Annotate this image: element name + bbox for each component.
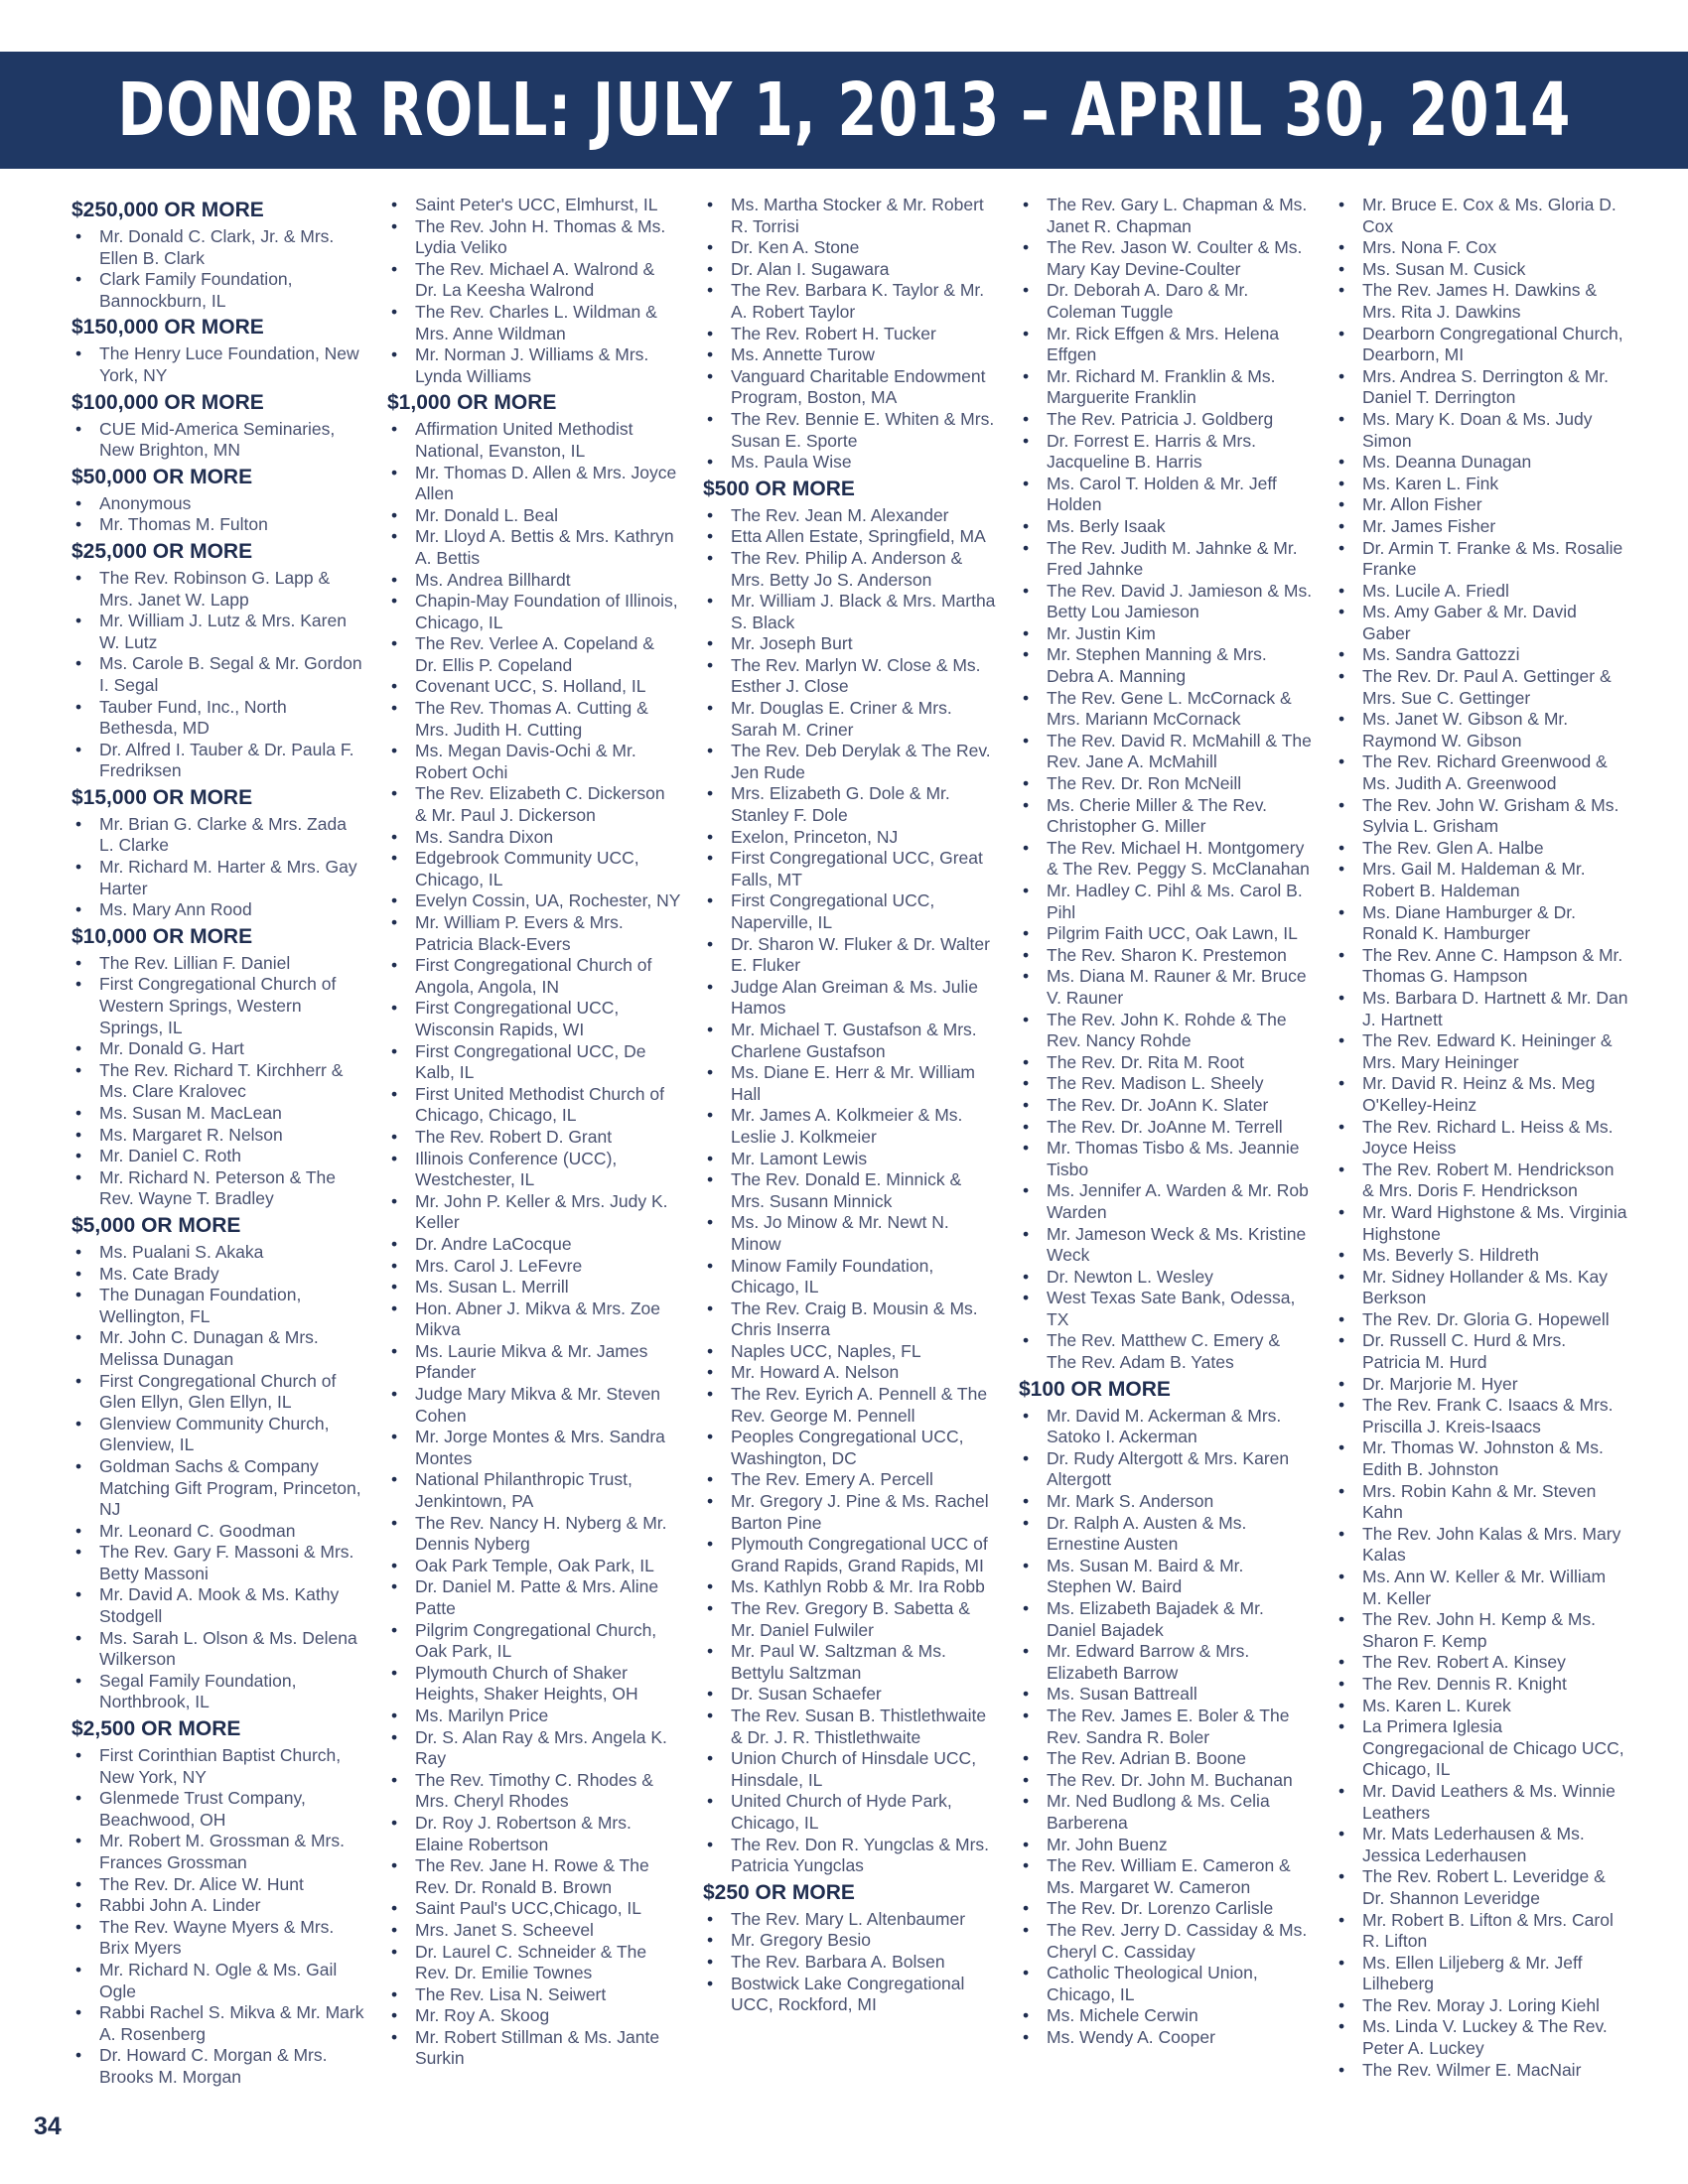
- donor-entry: • The Rev. John W. Grisham & Ms. Sylvia L. Grisham: [1335, 795, 1628, 838]
- donor-entry: • Ms. Sandra Dixon: [387, 827, 681, 849]
- donor-entry: • Mr. Paul W. Saltzman & Ms. Bettylu Saltzman: [703, 1641, 997, 1684]
- donor-entry: • The Rev. Don R. Yungclas & Mrs. Patricia Yungclas: [703, 1835, 997, 1877]
- donor-entry: • The Rev. Robert A. Kinsey: [1335, 1652, 1628, 1674]
- donor-entry: • Edgebrook Community UCC, Chicago, IL: [387, 848, 681, 890]
- donor-entry: • Ms. Sandra Gattozzi: [1335, 644, 1628, 666]
- donor-entry: • Mr. William J. Black & Mrs. Martha S. Black: [703, 591, 997, 633]
- donor-entry: • The Rev. Philip A. Anderson & Mrs. Betty Jo S. Anderson: [703, 548, 997, 591]
- donor-entry: • Ms. Beverly S. Hildreth: [1335, 1245, 1628, 1267]
- donor-entry: • Mr. Jorge Montes & Mrs. Sandra Montes: [387, 1427, 681, 1469]
- donor-entry: • Mrs. Carol J. LeFevre: [387, 1256, 681, 1278]
- donor-list: [71, 493, 365, 536]
- donor-entry: • Mr. Jameson Weck & Ms. Kristine Weck: [1019, 1224, 1313, 1267]
- donor-entry: • Mr. Leonard C. Goodman: [71, 1521, 365, 1543]
- donor-entry: • Ms. Linda V. Luckey & The Rev. Peter A. Luckey: [1335, 2016, 1628, 2059]
- donor-entry: • The Rev. Dr. JoAnn K. Slater: [1019, 1095, 1313, 1117]
- donor-entry: • Ms. Janet W. Gibson & Mr. Raymond W. Gibson: [1335, 709, 1628, 751]
- donor-entry: • Illinois Conference (UCC), Westchester, IL: [387, 1149, 681, 1191]
- donor-entry: • La Primera Iglesia Congregacional de Chicago UCC, Chicago, IL: [1335, 1716, 1628, 1781]
- donor-entry: • The Rev. Charles L. Wildman & Mrs. Anne Wildman: [387, 302, 681, 344]
- donor-entry: • The Rev. Dr. Lorenzo Carlisle: [1019, 1898, 1313, 1920]
- donor-list: [703, 1909, 997, 2016]
- donor-entry: • Dr. Ken A. Stone: [703, 237, 997, 259]
- donor-entry: • The Dunagan Foundation, Wellington, FL: [71, 1285, 365, 1327]
- donor-entry: • The Rev. Gregory B. Sabetta & Mr. Daniel Fulwiler: [703, 1598, 997, 1641]
- donor-entry: • The Rev. Sharon K. Prestemon: [1019, 945, 1313, 967]
- donor-entry: • The Rev. Dr. Ron McNeill: [1019, 773, 1313, 795]
- donor-entry: • Ms. Susan L. Merrill: [387, 1277, 681, 1298]
- donor-entry: • Ms. Amy Gaber & Mr. David Gaber: [1335, 602, 1628, 644]
- donor-entry: • Peoples Congregational UCC, Washington, DC: [703, 1427, 997, 1469]
- donor-entry: • Mr. Donald L. Beal: [387, 505, 681, 527]
- donor-entry: • The Rev. Deb Derylak & The Rev. Jen Rude: [703, 741, 997, 783]
- donor-entry: • Saint Paul's UCC,Chicago, IL: [387, 1898, 681, 1920]
- donor-entry: • The Rev. Patricia J. Goldberg: [1019, 409, 1313, 431]
- donor-list: [71, 814, 365, 921]
- donor-entry: • Mr. Richard N. Peterson & The Rev. Wayne T. Bradley: [71, 1167, 365, 1210]
- donor-entry: • Ms. Deanna Dunagan: [1335, 452, 1628, 474]
- donor-list: [71, 953, 365, 1210]
- donor-entry: • First Congregational Church of Glen Ellyn, Glen Ellyn, IL: [71, 1371, 365, 1414]
- donor-entry: • Mr. Thomas M. Fulton: [71, 514, 365, 536]
- donor-entry: • Etta Allen Estate, Springfield, MA: [703, 526, 997, 548]
- donor-entry: • The Rev. Adrian B. Boone: [1019, 1748, 1313, 1770]
- donor-entry: • Mr. Rick Effgen & Mrs. Helena Effgen: [1019, 324, 1313, 366]
- gift-level-heading: $50,000 OR MORE: [71, 465, 253, 488]
- donor-entry: • First Corinthian Baptist Church, New York, NY: [71, 1745, 365, 1788]
- gift-level-heading: $150,000 OR MORE: [71, 316, 264, 340]
- donor-entry: • Bostwick Lake Congregational UCC, Rockford, MI: [703, 1974, 997, 2016]
- donor-entry: • First Congregational Church of Western Springs, Western Springs, IL: [71, 974, 365, 1038]
- donor-entry: • Mr. Bruce E. Cox & Ms. Gloria D. Cox: [1335, 195, 1628, 237]
- donor-entry: • Naples UCC, Naples, FL: [703, 1341, 997, 1363]
- donor-entry: • The Henry Luce Foundation, New York, NY: [71, 343, 365, 386]
- donor-entry: • Glenview Community Church, Glenview, IL: [71, 1414, 365, 1456]
- donor-entry: • Ms. Susan Battreall: [1019, 1684, 1313, 1706]
- donor-entry: • Mr. Gregory J. Pine & Ms. Rachel Barton Pine: [703, 1491, 997, 1534]
- donor-entry: • The Rev. Timothy C. Rhodes & Mrs. Cheryl Rhodes: [387, 1770, 681, 1813]
- donor-entry: • Dr. Roy J. Robertson & Mrs. Elaine Robertson: [387, 1813, 681, 1855]
- gift-level-heading: $25,000 OR MORE: [71, 539, 253, 563]
- donor-entry: • Ms. Laurie Mikva & Mr. James Pfander: [387, 1341, 681, 1384]
- donor-list: [71, 419, 365, 462]
- donor-entry: • The Rev. Gene L. McCornack & Mrs. Mariann McCornack: [1019, 688, 1313, 731]
- donor-entry: • Hon. Abner J. Mikva & Mrs. Zoe Mikva: [387, 1298, 681, 1341]
- donor-entry: • Dr. Andre LaCocque: [387, 1234, 681, 1256]
- donor-entry: • Ms. Susan M. Baird & Mr. Stephen W. Baird: [1019, 1556, 1313, 1598]
- donor-entry: • The Rev. Gary L. Chapman & Ms. Janet R. Chapman: [1019, 195, 1313, 237]
- donor-entry: • Mr. Donald C. Clark, Jr. & Mrs. Ellen B. Clark: [71, 226, 365, 269]
- donor-entry: • The Rev. Dennis R. Knight: [1335, 1674, 1628, 1696]
- donor-entry: • Mr. Daniel C. Roth: [71, 1146, 365, 1167]
- donor-entry: • Mr. Stephen Manning & Mrs. Debra A. Manning: [1019, 644, 1313, 687]
- donor-entry: • CUE Mid-America Seminaries, New Brighton, MN: [71, 419, 365, 462]
- donor-entry: • Dr. Alan I. Sugawara: [703, 259, 997, 281]
- donor-entry: • The Rev. Barbara K. Taylor & Mr. A. Robert Taylor: [703, 280, 997, 323]
- donor-entry: • The Rev. Robert D. Grant: [387, 1127, 681, 1149]
- gift-level-heading: $250 OR MORE: [703, 1880, 855, 1904]
- donor-entry: • Dr. Howard C. Morgan & Mrs. Brooks M. Morgan: [71, 2045, 365, 2088]
- donor-entry: • Mr. Justin Kim: [1019, 623, 1313, 645]
- donor-entry: • Ms. Jennifer A. Warden & Mr. Rob Warden: [1019, 1180, 1313, 1223]
- donor-entry: • Goldman Sachs & Company Matching Gift Program, Princeton, NJ: [71, 1456, 365, 1521]
- donor-list: [71, 1745, 365, 2089]
- donor-entry: • The Rev. Verlee A. Copeland & Dr. Ellis P. Copeland: [387, 633, 681, 676]
- donor-entry: • The Rev. John H. Kemp & Ms. Sharon F. Kemp: [1335, 1609, 1628, 1652]
- gift-level-heading: $1,000 OR MORE: [387, 391, 557, 415]
- donor-entry: • The Rev. Michael H. Montgomery & The Rev. Peggy S. McClanahan: [1019, 838, 1313, 881]
- page-title: DONOR ROLL: JULY 1, 2013 – APRIL 30, 2014: [117, 68, 1571, 153]
- donor-entry: • Tauber Fund, Inc., North Bethesda, MD: [71, 697, 365, 740]
- donor-entry: • Ms. Megan Davis-Ochi & Mr. Robert Ochi: [387, 741, 681, 783]
- donor-entry: • Ms. Kathlyn Robb & Mr. Ira Robb: [703, 1576, 997, 1598]
- donor-entry: • Mr. William P. Evers & Mrs. Patricia Black-Evers: [387, 912, 681, 955]
- donor-entry: • National Philanthropic Trust, Jenkintown, PA: [387, 1469, 681, 1512]
- donor-entry: • The Rev. Judith M. Jahnke & Mr. Fred Jahnke: [1019, 538, 1313, 581]
- donor-entry: • Ms. Annette Turow: [703, 344, 997, 366]
- donor-entry: • Exelon, Princeton, NJ: [703, 827, 997, 849]
- donor-entry: • The Rev. Matthew C. Emery & The Rev. Adam B. Yates: [1019, 1330, 1313, 1373]
- donor-entry: • Oak Park Temple, Oak Park, IL: [387, 1556, 681, 1577]
- donor-entry: • First Congregational UCC, De Kalb, IL: [387, 1041, 681, 1084]
- donor-entry: • Mr. Gregory Besio: [703, 1930, 997, 1952]
- donor-entry: • Dr. S. Alan Ray & Mrs. Angela K. Ray: [387, 1727, 681, 1770]
- donor-entry: • Mr. Donald G. Hart: [71, 1038, 365, 1060]
- donor-entry: • Mr. Roy A. Skoog: [387, 2005, 681, 2027]
- donor-entry: • Ms. Sarah L. Olson & Ms. Delena Wilkerson: [71, 1628, 365, 1671]
- donor-entry: • Mr. Douglas E. Criner & Mrs. Sarah M. Criner: [703, 698, 997, 741]
- donor-entry: • Ms. Marilyn Price: [387, 1706, 681, 1727]
- donor-entry: • The Rev. Richard Greenwood & Ms. Judith A. Greenwood: [1335, 751, 1628, 794]
- donor-entry: • First Congregational UCC, Naperville, IL: [703, 890, 997, 933]
- donor-entry: • Ms. Mary Ann Rood: [71, 899, 365, 921]
- gift-level-heading: $100 OR MORE: [1019, 1377, 1171, 1401]
- donor-column: [71, 195, 365, 2130]
- donor-entry: • The Rev. John K. Rohde & The Rev. Nancy Rohde: [1019, 1010, 1313, 1052]
- donor-entry: • Judge Mary Mikva & Mr. Steven Cohen: [387, 1384, 681, 1427]
- donor-entry: • Mrs. Elizabeth G. Dole & Mr. Stanley F. Dole: [703, 783, 997, 826]
- donor-entry: • Mr. Sidney Hollander & Ms. Kay Berkson: [1335, 1267, 1628, 1309]
- donor-entry: • Mrs. Robin Kahn & Mr. Steven Kahn: [1335, 1481, 1628, 1524]
- donor-entry: • Mrs. Gail M. Haldeman & Mr. Robert B. Haldeman: [1335, 859, 1628, 901]
- donor-entry: • The Rev. Jason W. Coulter & Ms. Mary Kay Devine-Coulter: [1019, 237, 1313, 280]
- donor-list: [387, 195, 681, 387]
- donor-entry: • The Rev. Donald E. Minnick & Mrs. Susann Minnick: [703, 1169, 997, 1212]
- donor-list: [71, 568, 365, 782]
- donor-entry: • The Rev. Mary L. Altenbaumer: [703, 1909, 997, 1931]
- donor-entry: • Mr. Mats Lederhausen & Ms. Jessica Lederhausen: [1335, 1824, 1628, 1866]
- donor-entry: • Ms. Diane E. Herr & Mr. William Hall: [703, 1062, 997, 1105]
- donor-entry: • The Rev. Dr. Alice W. Hunt: [71, 1874, 365, 1896]
- gift-level-heading: $2,500 OR MORE: [71, 1717, 241, 1741]
- donor-entry: • Pilgrim Congregational Church, Oak Park, IL: [387, 1620, 681, 1663]
- donor-entry: • Mr. Ned Budlong & Ms. Celia Barberena: [1019, 1791, 1313, 1834]
- donor-entry: • The Rev. Robert L. Leveridge & Dr. Shannon Leveridge: [1335, 1866, 1628, 1909]
- donor-entry: • Ms. Cate Brady: [71, 1264, 365, 1286]
- donor-entry: • The Rev. Marlyn W. Close & Ms. Esther J. Close: [703, 655, 997, 698]
- donor-entry: • Mr. Richard M. Franklin & Ms. Marguerite Franklin: [1019, 366, 1313, 409]
- donor-entry: • Mr. John P. Keller & Mrs. Judy K. Keller: [387, 1191, 681, 1234]
- donor-list: [703, 195, 997, 474]
- donor-list: [71, 226, 365, 312]
- donor-entry: • Mr. Allon Fisher: [1335, 494, 1628, 516]
- donor-entry: • Union Church of Hinsdale UCC, Hinsdale, IL: [703, 1748, 997, 1791]
- gift-level-heading: $250,000 OR MORE: [71, 199, 264, 221]
- donor-entry: • Ms. Mary K. Doan & Ms. Judy Simon: [1335, 409, 1628, 452]
- donor-entry: • The Rev. Glen A. Halbe: [1335, 838, 1628, 860]
- donor-entry: • The Rev. Dr. Paul A. Gettinger & Mrs. Sue C. Gettinger: [1335, 666, 1628, 709]
- donor-entry: • The Rev. William E. Cameron & Ms. Margaret W. Cameron: [1019, 1855, 1313, 1898]
- donor-entry: • The Rev. James H. Dawkins & Mrs. Rita J. Dawkins: [1335, 280, 1628, 323]
- donor-entry: • The Rev. Robinson G. Lapp & Mrs. Janet W. Lapp: [71, 568, 365, 611]
- donor-entry: • The Rev. Frank C. Isaacs & Mrs. Priscilla J. Kreis-Isaacs: [1335, 1395, 1628, 1437]
- donor-entry: • Chapin-May Foundation of Illinois, Chicago, IL: [387, 591, 681, 633]
- donor-entry: • Ms. Lucile A. Friedl: [1335, 581, 1628, 603]
- donor-entry: • Dr. Rudy Altergott & Mrs. Karen Altergott: [1019, 1448, 1313, 1491]
- donor-column: [1019, 195, 1313, 2130]
- donor-entry: • Mr. Michael T. Gustafson & Mrs. Charlene Gustafson: [703, 1020, 997, 1062]
- donor-entry: • Mr. Richard M. Harter & Mrs. Gay Harter: [71, 857, 365, 899]
- donor-entry: • Mrs. Janet S. Scheevel: [387, 1920, 681, 1942]
- donor-entry: • Mr. Robert Stillman & Ms. Jante Surkin: [387, 2027, 681, 2070]
- donor-entry: • The Rev. John Kalas & Mrs. Mary Kalas: [1335, 1524, 1628, 1567]
- donor-entry: • The Rev. David R. McMahill & The Rev. Jane A. McMahill: [1019, 731, 1313, 773]
- donor-entry: • Ms. Wendy A. Cooper: [1019, 2027, 1313, 2049]
- donor-entry: • Dr. Daniel M. Patte & Mrs. Aline Patte: [387, 1576, 681, 1619]
- donor-entry: • First Congregational Church of Angola, Angola, IN: [387, 955, 681, 998]
- donor-entry: • Ms. Karen L. Kurek: [1335, 1696, 1628, 1717]
- donor-entry: • Catholic Theological Union, Chicago, IL: [1019, 1963, 1313, 2005]
- donor-entry: • The Rev. Robert M. Hendrickson & Mrs. Doris F. Hendrickson: [1335, 1160, 1628, 1202]
- donor-entry: • Ms. Paula Wise: [703, 452, 997, 474]
- donor-entry: • Mr. Robert B. Lifton & Mrs. Carol R. Lifton: [1335, 1910, 1628, 1953]
- donor-column: [387, 195, 681, 2130]
- donor-entry: • Mr. Norman J. Williams & Mrs. Lynda Williams: [387, 344, 681, 387]
- donor-entry: • The Rev. Barbara A. Bolsen: [703, 1952, 997, 1974]
- donor-entry: • The Rev. Craig B. Mousin & Ms. Chris Inserra: [703, 1298, 997, 1341]
- donor-entry: • The Rev. Jean M. Alexander: [703, 505, 997, 527]
- donor-entry: • Ms. Martha Stocker & Mr. Robert R. Torrisi: [703, 195, 997, 237]
- donor-entry: • United Church of Hyde Park, Chicago, IL: [703, 1791, 997, 1834]
- donor-entry: • Plymouth Church of Shaker Heights, Shaker Heights, OH: [387, 1663, 681, 1706]
- donor-entry: • First Congregational UCC, Wisconsin Rapids, WI: [387, 998, 681, 1040]
- gift-level-heading: $5,000 OR MORE: [71, 1213, 241, 1237]
- donor-entry: • The Rev. Wayne Myers & Mrs. Brix Myers: [71, 1917, 365, 1960]
- donor-entry: • Segal Family Foundation, Northbrook, IL: [71, 1671, 365, 1713]
- donor-entry: • The Rev. Emery A. Percell: [703, 1469, 997, 1491]
- gift-level-heading: $15,000 OR MORE: [71, 785, 253, 809]
- donor-entry: • Clark Family Foundation, Bannockburn, IL: [71, 269, 365, 312]
- donor-entry: • Mr. John Buenz: [1019, 1835, 1313, 1856]
- donor-entry: • Mr. Edward Barrow & Mrs. Elizabeth Barrow: [1019, 1641, 1313, 1684]
- donor-entry: • Affirmation United Methodist National, Evanston, IL: [387, 419, 681, 462]
- donor-entry: • The Rev. David J. Jamieson & Ms. Betty Lou Jamieson: [1019, 581, 1313, 623]
- donor-entry: • Rabbi Rachel S. Mikva & Mr. Mark A. Rosenberg: [71, 2002, 365, 2045]
- donor-entry: • Ms. Michele Cerwin: [1019, 2005, 1313, 2027]
- gift-level-heading: $10,000 OR MORE: [71, 924, 253, 948]
- donor-entry: • Ms. Karen L. Fink: [1335, 474, 1628, 495]
- donor-entry: • The Rev. Nancy H. Nyberg & Mr. Dennis Nyberg: [387, 1513, 681, 1556]
- donor-entry: • Dr. Russell C. Hurd & Mrs. Patricia M. Hurd: [1335, 1330, 1628, 1373]
- donor-list: [387, 419, 681, 2070]
- donor-entry: • The Rev. Elizabeth C. Dickerson & Mr. Paul J. Dickerson: [387, 783, 681, 826]
- donor-entry: • Mr. David A. Mook & Ms. Kathy Stodgell: [71, 1584, 365, 1627]
- donor-entry: • First United Methodist Church of Chicago, Chicago, IL: [387, 1084, 681, 1127]
- donor-entry: • Dearborn Congregational Church, Dearborn, MI: [1335, 324, 1628, 366]
- title-banner: [0, 52, 1688, 169]
- donor-entry: • Dr. Newton L. Wesley: [1019, 1267, 1313, 1289]
- donor-entry: • Ms. Susan M. Cusick: [1335, 259, 1628, 281]
- donor-entry: • Dr. Susan Schaefer: [703, 1684, 997, 1706]
- donor-list: [71, 343, 365, 386]
- donor-entry: • Dr. Ralph A. Austen & Ms. Ernestine Austen: [1019, 1513, 1313, 1556]
- donor-entry: • Saint Peter's UCC, Elmhurst, IL: [387, 195, 681, 216]
- donor-entry: • Dr. Armin T. Franke & Ms. Rosalie Franke: [1335, 538, 1628, 581]
- donor-entry: • Mr. Thomas D. Allen & Mrs. Joyce Allen: [387, 463, 681, 505]
- donor-entry: • Ms. Barbara D. Hartnett & Mr. Dan J. Hartnett: [1335, 988, 1628, 1030]
- donor-entry: • Ms. Ann W. Keller & Mr. William M. Keller: [1335, 1567, 1628, 1609]
- donor-entry: • The Rev. Eyrich A. Pennell & The Rev. George M. Pennell: [703, 1384, 997, 1427]
- donor-entry: • The Rev. Dr. Gloria G. Hopewell: [1335, 1309, 1628, 1331]
- donor-column: [703, 195, 997, 2130]
- donor-entry: • Dr. Forrest E. Harris & Mrs. Jacqueline B. Harris: [1019, 431, 1313, 474]
- donor-entry: • Plymouth Congregational UCC of Grand Rapids, Grand Rapids, MI: [703, 1534, 997, 1576]
- donor-entry: • Dr. Alfred I. Tauber & Dr. Paula F. Fredriksen: [71, 740, 365, 782]
- donor-entry: • The Rev. Dr. JoAnne M. Terrell: [1019, 1117, 1313, 1139]
- donor-entry: • Ms. Jo Minow & Mr. Newt N. Minow: [703, 1212, 997, 1255]
- donor-entry: • Ms. Susan M. MacLean: [71, 1103, 365, 1125]
- donor-entry: • West Texas Sate Bank, Odessa, TX: [1019, 1288, 1313, 1330]
- donor-entry: • Mr. William J. Lutz & Mrs. Karen W. Lutz: [71, 611, 365, 653]
- donor-entry: • Dr. Deborah A. Daro & Mr. Coleman Tuggle: [1019, 280, 1313, 323]
- donor-entry: • The Rev. Lisa N. Seiwert: [387, 1984, 681, 2006]
- donor-entry: • Ms. Berly Isaak: [1019, 516, 1313, 538]
- donor-entry: • The Rev. Dr. Rita M. Root: [1019, 1052, 1313, 1074]
- donor-entry: • Mr. James A. Kolkmeier & Ms. Leslie J. Kolkmeier: [703, 1105, 997, 1148]
- donor-entry: • Mr. Thomas W. Johnston & Ms. Edith B. Johnston: [1335, 1437, 1628, 1480]
- donor-entry: • Dr. Sharon W. Fluker & Dr. Walter E. Fluker: [703, 934, 997, 977]
- donor-entry: • Rabbi John A. Linder: [71, 1895, 365, 1917]
- donor-entry: • Mr. Lamont Lewis: [703, 1149, 997, 1170]
- donor-entry: • The Rev. Wilmer E. MacNair: [1335, 2060, 1628, 2082]
- gift-level-heading: $500 OR MORE: [703, 477, 855, 500]
- donor-entry: • First Congregational UCC, Great Falls, MT: [703, 848, 997, 890]
- donor-entry: • Ms. Ellen Liljeberg & Mr. Jeff Lilheberg: [1335, 1953, 1628, 1995]
- donor-entry: • Mr. David Leathers & Ms. Winnie Leathers: [1335, 1781, 1628, 1824]
- donor-entry: • Mr. Joseph Burt: [703, 633, 997, 655]
- donor-entry: • Ms. Diana M. Rauner & Mr. Bruce V. Rauner: [1019, 966, 1313, 1009]
- donor-entry: • Mr. Hadley C. Pihl & Ms. Carol B. Pihl: [1019, 881, 1313, 923]
- donor-entry: • Ms. Pualani S. Akaka: [71, 1242, 365, 1264]
- donor-entry: • Mr. David R. Heinz & Ms. Meg O'Kelley-Heinz: [1335, 1073, 1628, 1116]
- donor-entry: • Vanguard Charitable Endowment Program, Boston, MA: [703, 366, 997, 409]
- donor-entry: • Mr. Lloyd A. Bettis & Mrs. Kathryn A. Bettis: [387, 526, 681, 569]
- donor-entry: • The Rev. John H. Thomas & Ms. Lydia Veliko: [387, 216, 681, 259]
- donor-entry: • The Rev. Lillian F. Daniel: [71, 953, 365, 975]
- donor-entry: • The Rev. Edward K. Heininger & Mrs. Mary Heininger: [1335, 1030, 1628, 1073]
- donor-entry: • Ms. Carol T. Holden & Mr. Jeff Holden: [1019, 474, 1313, 516]
- donor-entry: • Covenant UCC, S. Holland, IL: [387, 676, 681, 698]
- donor-entry: • Mr. John C. Dunagan & Mrs. Melissa Dunagan: [71, 1327, 365, 1370]
- donor-entry: • The Rev. Anne C. Hampson & Mr. Thomas G. Hampson: [1335, 945, 1628, 988]
- donor-entry: • Minow Family Foundation, Chicago, IL: [703, 1256, 997, 1298]
- donor-entry: • The Rev. Jerry D. Cassiday & Ms. Cheryl C. Cassiday: [1019, 1920, 1313, 1963]
- donor-entry: • The Rev. Richard T. Kirchherr & Ms. Clare Kralovec: [71, 1060, 365, 1103]
- donor-entry: • Judge Alan Greiman & Ms. Julie Hamos: [703, 977, 997, 1020]
- donor-entry: • Mr. Richard N. Ogle & Ms. Gail Ogle: [71, 1960, 365, 2002]
- donor-entry: • Ms. Margaret R. Nelson: [71, 1125, 365, 1147]
- donor-entry: • Mr. Howard A. Nelson: [703, 1362, 997, 1384]
- donor-entry: • The Rev. Thomas A. Cutting & Mrs. Judith H. Cutting: [387, 698, 681, 741]
- donor-list: [1019, 195, 1313, 1374]
- page-number: 34: [34, 2113, 62, 2140]
- donor-entry: • Ms. Carole B. Segal & Mr. Gordon I. Segal: [71, 653, 365, 696]
- donor-entry: • Dr. Marjorie M. Hyer: [1335, 1374, 1628, 1396]
- donor-entry: • The Rev. Moray J. Loring Kiehl: [1335, 1995, 1628, 2017]
- donor-entry: • Mr. Brian G. Clarke & Mrs. Zada L. Clarke: [71, 814, 365, 857]
- donor-entry: • The Rev. Bennie E. Whiten & Mrs. Susan E. Sporte: [703, 409, 997, 452]
- donor-entry: • The Rev. Michael A. Walrond & Dr. La Keesha Walrond: [387, 259, 681, 302]
- donor-roll: [71, 195, 1628, 2130]
- donor-entry: • Mr. Robert M. Grossman & Mrs. Frances Grossman: [71, 1831, 365, 1873]
- donor-entry: • The Rev. Gary F. Massoni & Mrs. Betty Massoni: [71, 1542, 365, 1584]
- donor-entry: • Ms. Elizabeth Bajadek & Mr. Daniel Bajadek: [1019, 1598, 1313, 1641]
- donor-entry: • Anonymous: [71, 493, 365, 515]
- donor-entry: • Mrs. Andrea S. Derrington & Mr. Daniel T. Derrington: [1335, 366, 1628, 409]
- donor-entry: • Ms. Diane Hamburger & Dr. Ronald K. Hamburger: [1335, 902, 1628, 945]
- donor-entry: • The Rev. Madison L. Sheely: [1019, 1073, 1313, 1095]
- donor-entry: • Pilgrim Faith UCC, Oak Lawn, IL: [1019, 923, 1313, 945]
- donor-entry: • Dr. Laurel C. Schneider & The Rev. Dr. Emilie Townes: [387, 1942, 681, 1984]
- donor-entry: • The Rev. Jane H. Rowe & The Rev. Dr. Ronald B. Brown: [387, 1855, 681, 1898]
- donor-entry: • Mr. David M. Ackerman & Mrs. Satoko I. Ackerman: [1019, 1406, 1313, 1448]
- donor-entry: • Mr. Mark S. Anderson: [1019, 1491, 1313, 1513]
- gift-level-heading: $100,000 OR MORE: [71, 390, 264, 414]
- donor-entry: • Ms. Cherie Miller & The Rev. Christopher G. Miller: [1019, 795, 1313, 838]
- donor-entry: • Ms. Andrea Billhardt: [387, 570, 681, 592]
- donor-entry: • The Rev. Richard L. Heiss & Ms. Joyce Heiss: [1335, 1117, 1628, 1160]
- donor-entry: • Evelyn Cossin, UA, Rochester, NY: [387, 890, 681, 912]
- donor-entry: • The Rev. Robert H. Tucker: [703, 324, 997, 345]
- donor-list: [1335, 195, 1628, 2081]
- donor-list: [703, 505, 997, 1877]
- donor-entry: • Mr. James Fisher: [1335, 516, 1628, 538]
- donor-entry: • The Rev. James E. Boler & The Rev. Sandra R. Boler: [1019, 1706, 1313, 1748]
- donor-entry: • Mr. Ward Highstone & Ms. Virginia Highstone: [1335, 1202, 1628, 1245]
- donor-entry: • Mr. Thomas Tisbo & Ms. Jeannie Tisbo: [1019, 1138, 1313, 1180]
- donor-entry: • Mrs. Nona F. Cox: [1335, 237, 1628, 259]
- donor-list: [71, 1242, 365, 1713]
- donor-entry: • Glenmede Trust Company, Beachwood, OH: [71, 1788, 365, 1831]
- donor-entry: • The Rev. Dr. John M. Buchanan: [1019, 1770, 1313, 1792]
- donor-column: [1335, 195, 1628, 2130]
- donor-list: [1019, 1406, 1313, 2049]
- donor-entry: • The Rev. Susan B. Thistlethwaite & Dr. J. R. Thistlethwaite: [703, 1706, 997, 1748]
